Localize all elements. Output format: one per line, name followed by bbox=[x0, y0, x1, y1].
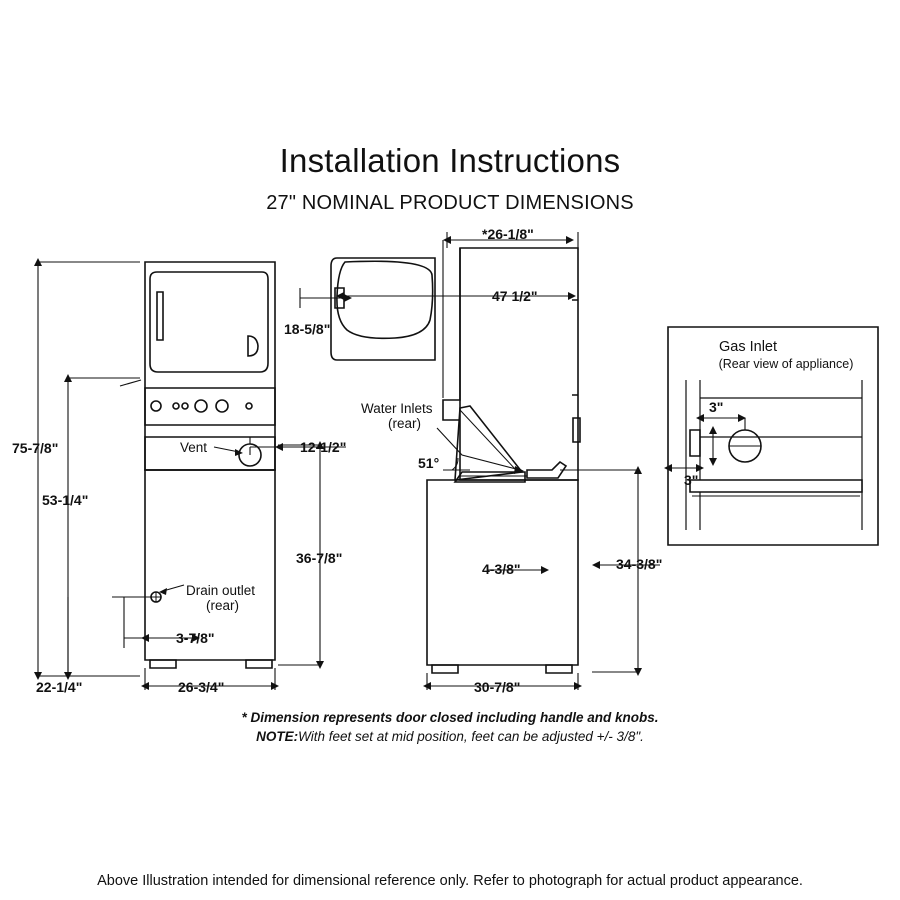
illustration-disclaimer: Above Illustration intended for dimensional reference only. Refer to photograph for actual product appearance. bbox=[97, 873, 803, 889]
dim-label-22-1-4: 22-1/4" bbox=[36, 679, 83, 695]
dim-47-arrow-right bbox=[568, 292, 576, 300]
dim-label-4-3-8: 4-3/8" bbox=[482, 561, 521, 577]
dim-label-53-1-4: 53-1/4" bbox=[42, 492, 89, 508]
side-dryer-front-detail bbox=[443, 248, 460, 420]
dim-label-34-3-8: 34-3/8" bbox=[616, 556, 663, 572]
side-dimension-lines bbox=[336, 292, 663, 690]
front-dryer-knob bbox=[151, 401, 161, 411]
dim-4-arrow-right bbox=[541, 566, 549, 574]
front-foot-left bbox=[150, 660, 176, 668]
side-foot-right bbox=[546, 665, 572, 673]
front-dryer-indicator-2 bbox=[182, 403, 188, 409]
front-dryer-indicator-1 bbox=[173, 403, 179, 409]
front-dryer-dial-2 bbox=[216, 400, 228, 412]
dim-12-arrow-left bbox=[275, 443, 283, 451]
top-dimension-lines bbox=[300, 232, 578, 398]
top-view-group bbox=[331, 258, 435, 360]
gas-dimension-lines bbox=[664, 414, 746, 472]
water-inlets-leader bbox=[437, 428, 520, 470]
side-foot-left bbox=[432, 665, 458, 673]
dim-label-47-1-2: 47 1/2" bbox=[492, 288, 538, 304]
dim-3b-arrow-bottom bbox=[709, 458, 717, 466]
front-dryer-cabinet bbox=[145, 262, 275, 470]
dim-3b-arrow-top bbox=[709, 426, 717, 434]
dim-label-3-7-8: 3-7/8" bbox=[176, 630, 215, 646]
side-dryer-body bbox=[460, 248, 578, 480]
side-view-group bbox=[427, 248, 580, 673]
dim-label-36-7-8: 36-7/8" bbox=[296, 550, 343, 566]
gas-inlet-left-rails bbox=[686, 380, 700, 530]
front-dryer-light bbox=[246, 403, 252, 409]
dim-37-ext bbox=[112, 597, 160, 648]
callout-gas-inlet-title: Gas Inlet bbox=[718, 339, 778, 355]
callout-water-inlets: Water Inlets bbox=[361, 401, 433, 416]
top-view-door-panel bbox=[337, 261, 433, 338]
footnote-note-label: NOTE: bbox=[256, 729, 299, 744]
side-lid-open-inner bbox=[460, 410, 516, 470]
dim-label-51-deg: 51° bbox=[418, 455, 440, 471]
footnote-dimension-note: * Dimension represents door closed including handle and knobs. bbox=[241, 710, 659, 725]
front-dryer-dial-1 bbox=[195, 400, 207, 412]
callout-drain-outlet-sub: (rear) bbox=[206, 598, 239, 613]
front-door-latch bbox=[248, 336, 258, 356]
dim-label-30-7-8: 30-7/8" bbox=[474, 679, 521, 695]
side-rear-panel-detail bbox=[573, 418, 580, 442]
dim-label-26-1-8: *26-1/8" bbox=[482, 226, 534, 242]
dim-label-18-5-8: 18-5/8" bbox=[284, 321, 331, 337]
front-foot-right bbox=[246, 660, 272, 668]
dim-label-3-vertical: 3" bbox=[684, 472, 699, 488]
callout-vent: Vent bbox=[180, 440, 208, 455]
front-panel-leader bbox=[120, 380, 141, 386]
dim-label-75-7-8: 75-7/8" bbox=[12, 440, 59, 456]
dim-34-leader-arrow bbox=[592, 561, 600, 569]
dim-label-26-3-4: 26-3/4" bbox=[178, 679, 225, 695]
top-view-outline bbox=[331, 258, 435, 360]
callout-water-inlets-sub: (rear) bbox=[388, 416, 421, 431]
page-subtitle: 27" NOMINAL PRODUCT DIMENSIONS bbox=[266, 192, 634, 214]
gas-inlet-base-plate bbox=[690, 480, 862, 492]
callout-gas-inlet-sub: (Rear view of appliance) bbox=[718, 357, 854, 371]
front-dryer-control-panel bbox=[145, 388, 275, 425]
dim-18-arrow-right bbox=[344, 294, 352, 302]
dim-26-1-8-arrow-right bbox=[566, 236, 574, 244]
side-lid-open-flap bbox=[455, 406, 522, 480]
gas-pipe-stub bbox=[690, 430, 700, 456]
footnote-note-text: With feet set at mid position, feet can be adjusted +/- 3/8". bbox=[298, 729, 644, 744]
dim-label-12-1-2: 12-1/2" bbox=[300, 439, 347, 455]
front-dryer-door bbox=[150, 272, 268, 372]
dim-label-3-horizontal: 3" bbox=[709, 399, 724, 415]
footnote-feet-note bbox=[0, 729, 900, 744]
front-door-handle bbox=[157, 292, 163, 340]
page-title: Installation Instructions bbox=[279, 142, 621, 179]
side-dryer-rear-marks bbox=[572, 300, 578, 395]
callout-drain-outlet: Drain outlet bbox=[186, 583, 256, 598]
